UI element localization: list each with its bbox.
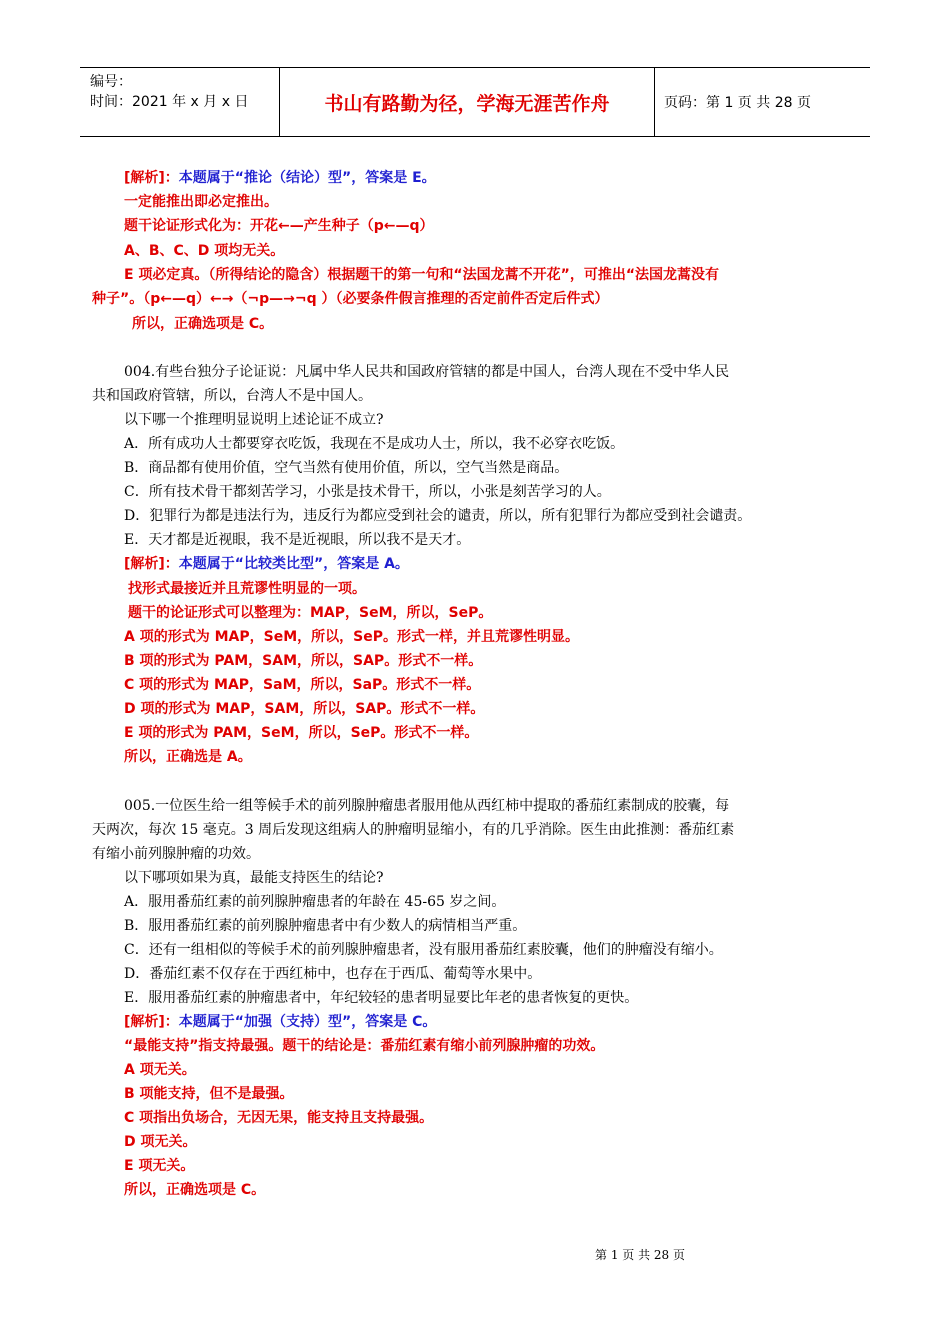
date-label: 时间：2021 年 x 月 x 日	[90, 94, 249, 110]
analysis-line	[124, 554, 409, 574]
option-e: E．服用番茄红素的肿瘤患者中，年纪较轻的患者明显要比年老的患者恢复的更快。	[124, 990, 639, 1006]
header-motto: 书山有路勤为径，学海无涯苦作舟	[280, 68, 655, 136]
option-b: B．服用番茄红素的前列腺肿瘤患者中有少数人的病情相当严重。	[124, 918, 527, 934]
analysis-line: E 项必定真。（所得结论的隐含）根据题干的第一句和“法国龙蒿不开花”，可推出“法国龙蒿没有	[124, 267, 720, 283]
analysis-line: C 项的形式为 MAP，SaM，所以，SaP。形式不一样。	[124, 677, 481, 693]
analysis-line: 找形式最接近并且荒谬性明显的一项。	[128, 581, 366, 597]
analysis-tag: [解析]：	[124, 1014, 179, 1030]
analysis-line: A 项无关。	[124, 1062, 196, 1078]
analysis-line: 一定能推出即必定推出。	[124, 194, 278, 210]
header-page-info: 页码：第 1 页 共 28 页	[664, 95, 811, 111]
option-d: D．番茄红素不仅存在于西红柿中，也存在于西瓜、葡萄等水果中。	[124, 966, 542, 982]
analysis-line: 题干的论证形式可以整理为：MAP，SeM，所以，SeP。	[128, 605, 493, 621]
analysis-line	[124, 1012, 436, 1032]
analysis-line: 题干论证形式化为：开花←—产生种子（p←—q）	[124, 218, 434, 234]
question-stem: 有缩小前列腺肿瘤的功效。	[92, 846, 260, 862]
analysis-type: 本题属于“加强（支持）型”，答案是 C。	[178, 1014, 437, 1030]
analysis-line: B 项能支持，但不是最强。	[124, 1086, 294, 1102]
analysis-line: A、B、C、D 项均无关。	[124, 243, 285, 259]
question-stem: 天两次，每次 15 毫克。3 周后发现这组病人的肿瘤明显缩小，有的几乎消除。医生由此推测：番茄红素	[92, 822, 735, 838]
analysis-line: D 项无关。	[124, 1134, 197, 1150]
analysis-line: E 项无关。	[124, 1158, 195, 1174]
question-ask: 以下哪项如果为真，最能支持医生的结论?	[124, 870, 384, 886]
footer-page-number: 第 1 页 共 28 页	[595, 1248, 685, 1262]
analysis-line: 所以，正确选项是 C。	[132, 316, 274, 332]
analysis-line: 所以，正确选是 A。	[124, 749, 252, 765]
option-c: C．所有技术骨干都刻苦学习，小张是技术骨干，所以，小张是刻苦学习的人。	[124, 484, 611, 500]
analysis-type: 本题属于“比较类比型”，答案是 A。	[178, 556, 409, 572]
option-d: D．犯罪行为都是违法行为，违反行为都应受到社会的谴责，所以，所有犯罪行为都应受到社会谴责。	[124, 508, 752, 524]
question-stem: 共和国政府管辖，所以，台湾人不是中国人。	[92, 388, 372, 404]
analysis-line: “最能支持”指支持最强。题干的结论是：番茄红素有缩小前列腺肿瘤的功效。	[124, 1038, 605, 1054]
analysis-tag: [解析]：	[124, 556, 179, 572]
page-header	[80, 67, 870, 137]
question-stem: 005.一位医生给一组等候手术的前列腺肿瘤患者服用他从西红柿中提取的番茄红素制成的胶囊，每	[124, 798, 730, 814]
option-b: B．商品都有使用价值，空气当然有使用价值，所以，空气当然是商品。	[124, 460, 569, 476]
analysis-line: 所以，正确选项是 C。	[124, 1182, 266, 1198]
analysis-tag: [解析]：	[124, 170, 179, 186]
analysis-line	[124, 168, 436, 188]
question-stem: 004.有些台独分子论证说：凡属中华人民共和国政府管辖的都是中国人，台湾人现在不受中华人民	[124, 364, 730, 380]
question-ask: 以下哪一个推理明显说明上述论证不成立?	[124, 412, 384, 428]
analysis-type: 本题属于“推论（结论）型”，答案是 E。	[178, 170, 436, 186]
analysis-line: D 项的形式为 MAP，SAM，所以，SAP。形式不一样。	[124, 701, 485, 717]
analysis-line: C 项指出负场合，无因无果，能支持且支持最强。	[124, 1110, 434, 1126]
analysis-line: E 项的形式为 PAM，SeM，所以，SeP。形式不一样。	[124, 725, 479, 741]
option-a: A．所有成功人士都要穿衣吃饭，我现在不是成功人士，所以，我不必穿衣吃饭。	[124, 436, 625, 452]
option-e: E．天才都是近视眼，我不是近视眼，所以我不是天才。	[124, 532, 471, 548]
header-meta	[80, 68, 280, 136]
analysis-line: B 项的形式为 PAM，SAM，所以，SAP。形式不一样。	[124, 653, 483, 669]
analysis-line: A 项的形式为 MAP，SeM，所以，SeP。形式一样，并且荒谬性明显。	[124, 629, 579, 645]
number-label: 编号：	[90, 74, 132, 90]
option-a: A．服用番茄红素的前列腺肿瘤患者的年龄在 45-65 岁之间。	[124, 894, 506, 910]
page-footer	[0, 1246, 950, 1263]
option-c: C．还有一组相似的等候手术的前列腺肿瘤患者，没有服用番茄红素胶囊，他们的肿瘤没有缩小。	[124, 942, 723, 958]
analysis-line: 种子”。（p←—q）←→（¬p—→¬q ）（必要条件假言推理的否定前件否定后件式）	[92, 291, 609, 307]
